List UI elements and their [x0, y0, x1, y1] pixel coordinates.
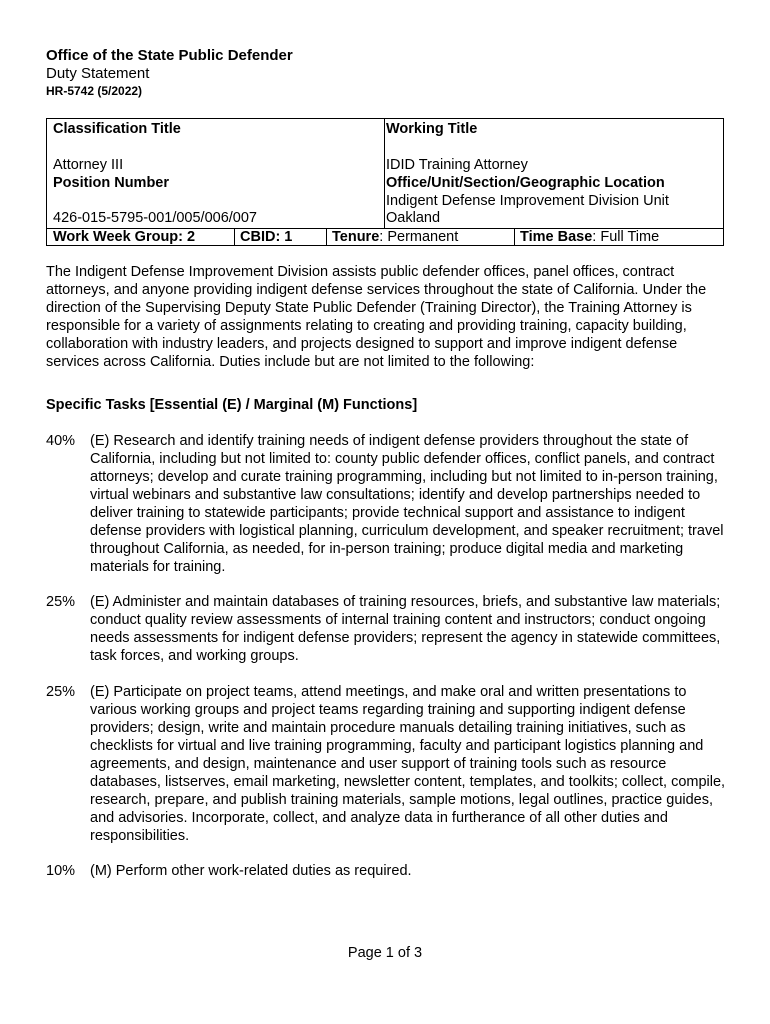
section-title: Specific Tasks [Essential (E) / Marginal (M) Functions] — [46, 397, 418, 413]
position-number-value: 426-015-5795-001/005/006/007 — [53, 210, 257, 226]
table-divider — [384, 119, 385, 228]
page-number: Page 1 of 3 — [347, 945, 423, 961]
org-title: Office of the State Public Defender — [46, 47, 293, 64]
tenure-label: Tenure — [332, 229, 380, 245]
classification-title-value: Attorney III — [53, 157, 124, 173]
form-number: HR-5742 (5/2022) — [46, 84, 143, 98]
position-number-label: Position Number — [53, 175, 170, 191]
location-value-line2: Oakland — [386, 210, 441, 226]
task-percent: 10% — [46, 863, 76, 879]
tenure — [332, 228, 458, 246]
intro-paragraph: The Indigent Defense Improvement Division assists public defender offices, panel offices, contract attorneys, and anyone providing indigent defense services throughout the state of California. Under the direction of the Supervising Deputy State Public Defender (Training Director), the Training Attorney is responsible for a variety of assignments relating to creating and providing training, capacity building, collaboration with industry leaders, and projects designed to support and improve indigent defense services across California. Duties include but are not limited to the following: — [46, 264, 707, 370]
task-percent: 40% — [46, 433, 76, 449]
time-base — [520, 228, 659, 246]
task-description: (E) Participate on project teams, attend meetings, and make oral and written presentations to various working groups and project teams regarding training and supporting indigent defense providers; design, write and maintain procedure manuals detailing training initiatives, such as checklists for virtual and live training programming, faculty and participant logistics planning and agreements, and design, maintenance and user support of training tools such as resource databases, listserves, email marketing, newsletter content, templates, and toolkits; collect, compile, research, prepare, and publish training materials, sample motions, legal outlines, practice guides, and advisories. Incorporate, collect, and analyze data in furtherance of all other duties and responsibilities. — [90, 684, 726, 844]
task-description: (M) Perform other work-related duties as required. — [90, 863, 412, 879]
classification-title-label: Classification Title — [53, 121, 181, 137]
location-value-line1: Indigent Defense Improvement Division Unit — [386, 193, 669, 209]
table-divider — [234, 228, 235, 246]
tenure-value: : Permanent — [379, 229, 459, 245]
doc-type: Duty Statement — [46, 65, 150, 82]
task-description: (E) Research and identify training needs of indigent defense providers throughout the state of California, including but not limited to: county public defender offices, conflict panels, and contract attorneys; develop and curate training programming, including but not limited to in-person training, virtual webinars and substantive law consultations; identify and develop partnerships needed to deliver training to statewide participants; provide technical support and assistance to indigent defense providers with logistical planning, curriculum development, and speaker recruitment; travel throughout California, as needed, for in-person training; produce digital media and marketing materials for training. — [90, 433, 724, 575]
position-info-table — [46, 118, 724, 246]
task-description: (E) Administer and maintain databases of training resources, briefs, and substantive law materials; conduct quality review assessments of internal training content and instructors; conduct ongoing needs assessments for indigent defense providers; represent the agency in statewide committees, task forces, and working groups. — [90, 594, 721, 664]
working-title-label: Working Title — [386, 121, 478, 137]
task-percent: 25% — [46, 684, 76, 700]
working-title-value: IDID Training Attorney — [386, 157, 528, 173]
time-base-value: : Full Time — [592, 229, 660, 245]
work-week-group: Work Week Group: 2 — [53, 229, 196, 245]
table-divider — [514, 228, 515, 246]
table-divider — [326, 228, 327, 246]
task-percent: 25% — [46, 594, 76, 610]
time-base-label: Time Base — [520, 229, 593, 245]
location-label: Office/Unit/Section/Geographic Location — [386, 175, 665, 191]
cbid: CBID: 1 — [240, 229, 293, 245]
